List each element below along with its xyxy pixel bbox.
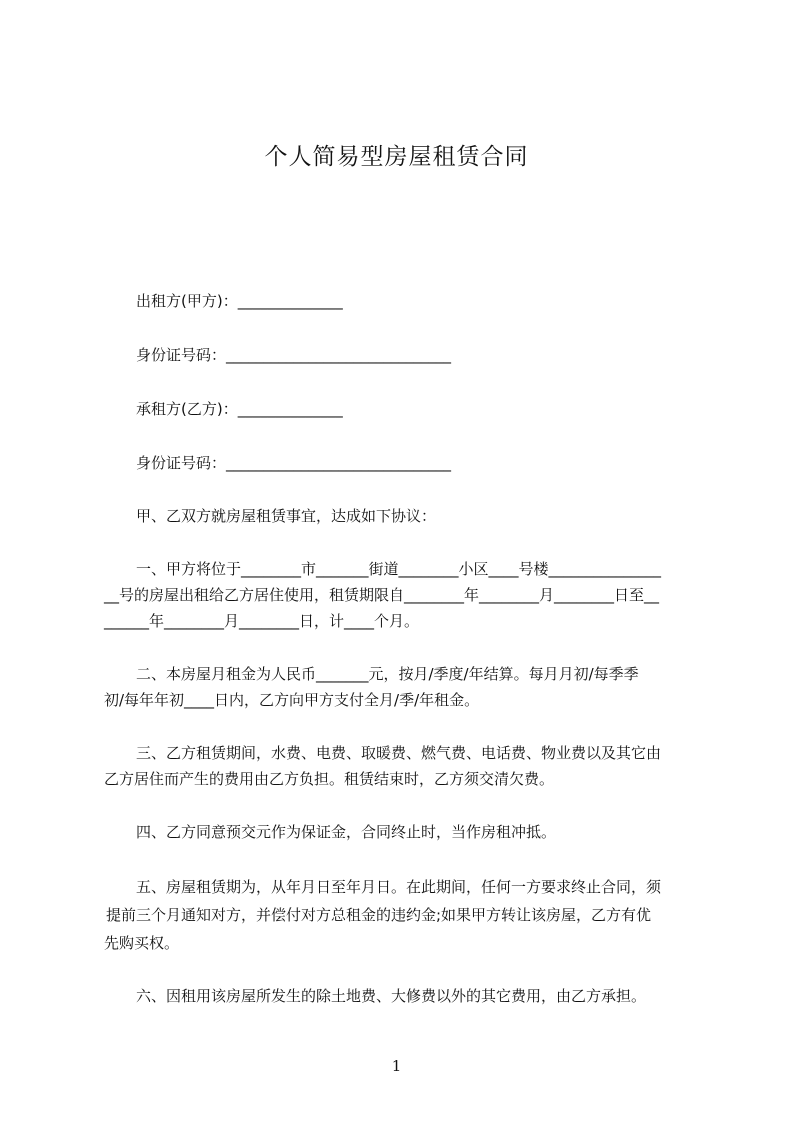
clause-5-line-1: 五、房屋租赁期为，从年月日至年月日。在此期间，任何一方要求终止合同，须: [136, 878, 662, 896]
clause-1-line-3: ______年________月________日，计____个月。: [104, 612, 420, 630]
lessor-id-field: 身份证号码：______________________________: [136, 346, 452, 364]
lessor-field: 出租方(甲方)：______________: [136, 292, 343, 310]
lessee-id-field: 身份证号码：______________________________: [136, 454, 452, 472]
clause-5-line-3: 先购买权。: [104, 934, 180, 952]
clause-6: 六、因租用该房屋所发生的除土地费、大修费以外的其它费用，由乙方承担。: [136, 987, 647, 1005]
clause-1-line-2: __号的房屋出租给乙方居住使用，租赁期限自________年________月________日至__: [104, 586, 660, 604]
agreement-intro: 甲、乙双方就房屋租赁事宜，达成如下协议：: [136, 507, 437, 525]
clause-4: 四、乙方同意预交元作为保证金，合同终止时，当作房租冲抵。: [136, 823, 557, 841]
lessee-field: 承租方(乙方)：______________: [136, 400, 343, 418]
clause-3-line-2: 乙方居住而产生的费用由乙方负担。租赁结束时，乙方须交清欠费。: [104, 770, 555, 788]
clause-3-line-1: 三、乙方租赁期间，水费、电费、取暖费、燃气费、电话费、物业费以及其它由: [136, 744, 662, 762]
clause-2-line-1: 二、本房屋月租金为人民币_______元，按月/季度/年结算。每月月初/每季季: [136, 665, 639, 683]
document-title: 个人简易型房屋租赁合同: [264, 144, 529, 170]
clause-2-line-2: 初/每年年初____日内，乙方向甲方支付全月/季/年租金。: [104, 691, 480, 709]
clause-5-line-2: 提前三个月通知对方，并偿付对方总租金的违约金;如果甲方转让该房屋，乙方有优: [106, 906, 652, 924]
clause-1-line-1: 一、甲方将位于________市_______街道________小区____号楼_______________: [136, 560, 662, 578]
page-number: 1: [391, 1057, 402, 1075]
